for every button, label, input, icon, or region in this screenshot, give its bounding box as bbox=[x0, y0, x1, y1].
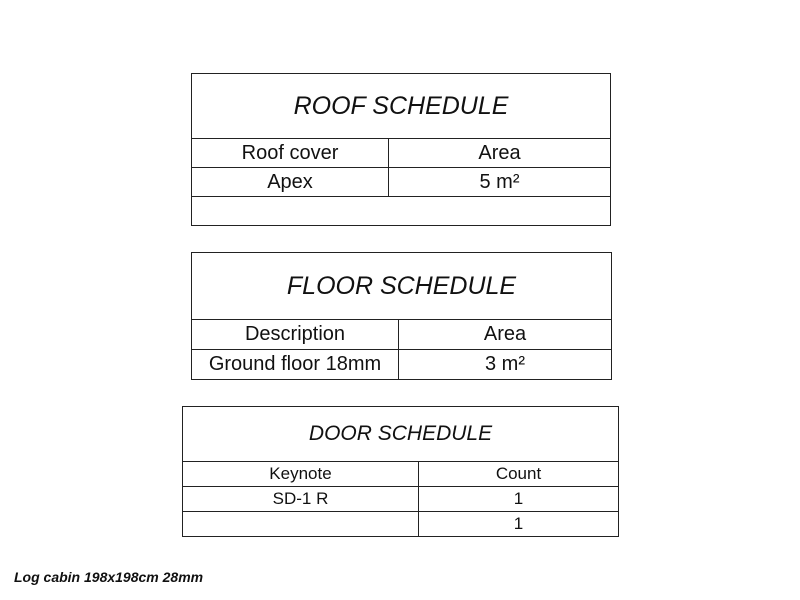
cell-description: Ground floor 18mm bbox=[192, 350, 399, 380]
cell-count: 1 bbox=[419, 487, 619, 512]
total-count-cell: 1 bbox=[419, 512, 619, 537]
door-schedule-table bbox=[182, 406, 619, 537]
door-schedule-title: DOOR SCHEDULE bbox=[183, 407, 619, 462]
cell-roof-cover: Apex bbox=[192, 168, 389, 197]
floor-schedule-table bbox=[191, 252, 612, 380]
footer-caption: Log cabin 198x198cm 28mm bbox=[14, 569, 204, 585]
cell-area: 3 m² bbox=[399, 350, 612, 380]
floor-schedule-title: FLOOR SCHEDULE bbox=[192, 253, 612, 320]
cell-area: 5 m² bbox=[389, 168, 611, 197]
roof-schedule-title: ROOF SCHEDULE bbox=[192, 74, 611, 139]
column-header-area: Area bbox=[399, 320, 612, 350]
total-label-cell bbox=[183, 512, 419, 537]
column-header-area: Area bbox=[389, 139, 611, 168]
table-row bbox=[192, 168, 611, 197]
table-header-row bbox=[183, 462, 619, 487]
cell-keynote: SD-1 R bbox=[183, 487, 419, 512]
roof-schedule-table bbox=[191, 73, 611, 226]
table-header-row bbox=[192, 139, 611, 168]
column-header-roof-cover: Roof cover bbox=[192, 139, 389, 168]
column-header-keynote: Keynote bbox=[183, 462, 419, 487]
column-header-count: Count bbox=[419, 462, 619, 487]
table-header-row bbox=[192, 320, 612, 350]
blank-row bbox=[192, 197, 611, 226]
table-row bbox=[183, 487, 619, 512]
table-row bbox=[192, 350, 612, 380]
blank-cell bbox=[192, 197, 611, 226]
column-header-description: Description bbox=[192, 320, 399, 350]
total-row bbox=[183, 512, 619, 537]
